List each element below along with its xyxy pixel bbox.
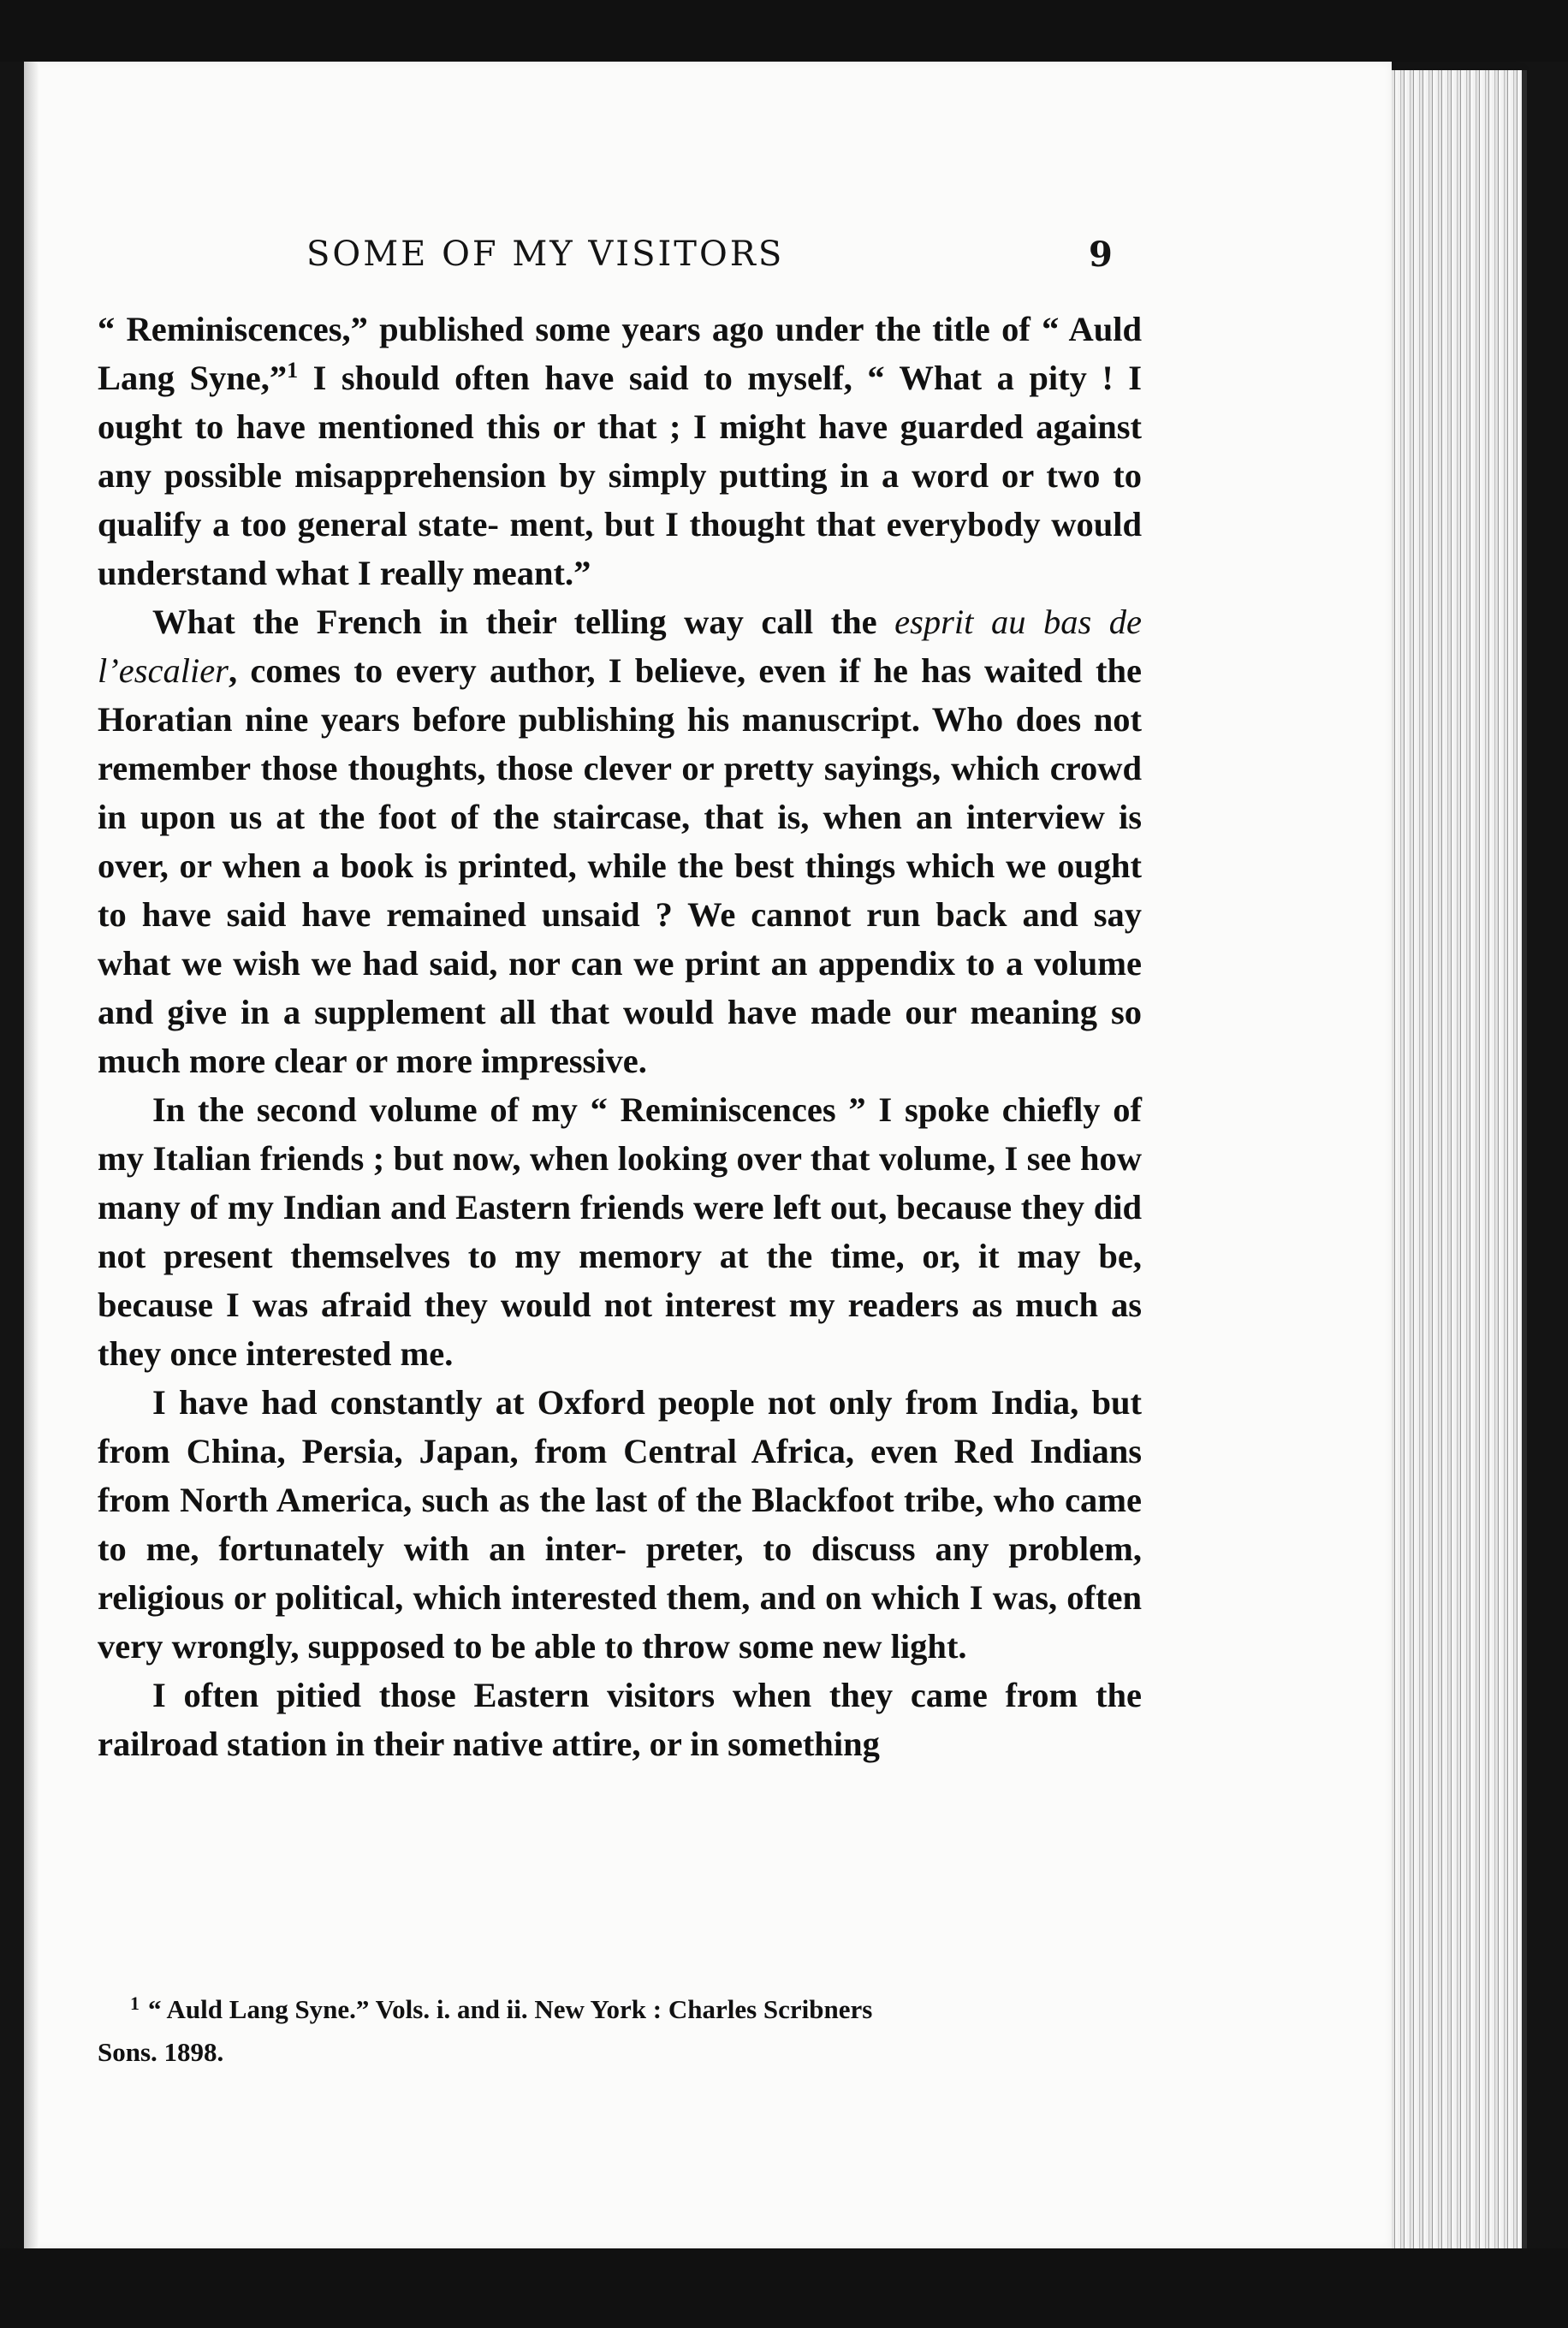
text-line: What the French in their telling way call the	[152, 603, 895, 641]
text-line: ment, but I thought that everybody would understand what I	[98, 505, 1142, 592]
paragraph-4	[98, 1378, 1142, 1671]
text-line: volume, I see how many of my Indian and Eastern friends	[98, 1139, 1142, 1226]
text-line: Who does not remember those thoughts, those clever or pretty	[98, 700, 1142, 787]
text-line: would not interest my readers as much as they once interested	[98, 1286, 1142, 1373]
footnote-mark: 1	[130, 1992, 140, 2014]
footnote-line: “ Auld Lang Syne.” Vols. i. and ii. New York : Charles Scribners	[148, 1994, 873, 2024]
spine-shadow	[24, 62, 39, 2248]
text-line: “ Reminiscences,” published some years ago under the title of	[98, 310, 1030, 348]
scanner-background-top	[0, 0, 1568, 62]
text-line: interested them, and on which I was, often very wrongly,	[98, 1578, 1142, 1666]
text-line: memory at the time, or, it may be, because I was afraid they	[98, 1237, 1142, 1324]
text-line: really meant.”	[379, 554, 591, 592]
text-line: I have had constantly at Oxford people not only from	[152, 1383, 978, 1422]
text-line: give in a supplement all that would have made our meaning so	[167, 993, 1142, 1031]
scanner-background-bottom	[0, 2248, 1568, 2328]
paragraph-1	[98, 305, 1142, 597]
text-line: preter, to discuss any problem, religious or political, which	[98, 1529, 1143, 1617]
paragraph-3	[98, 1085, 1142, 1378]
running-head	[24, 173, 1392, 275]
text-line: while the best things which we ought to have said have	[98, 846, 1143, 934]
text-line: I should often have said to myself,	[298, 359, 852, 397]
text-line: the Horatian nine years before publishing his manuscript.	[98, 651, 1142, 739]
text-line: even Red Indians from North America, such as the last of the	[98, 1432, 1143, 1519]
text-line: In the second volume of my “ Reminiscences ” I spoke	[152, 1090, 989, 1129]
text-line: simply putting in a word or two to qualify a too general state-	[98, 456, 1142, 543]
footnote	[98, 1982, 1142, 2074]
page-edges	[1369, 70, 1527, 2248]
text-line: might have guarded against any possible misapprehension by	[98, 407, 1142, 495]
text-line: Blackfoot tribe, who came to me, fortunately with an inter-	[98, 1481, 1143, 1568]
text-line: sayings, which crowd in upon us at the foot of the staircase,	[98, 749, 1142, 836]
body-text	[98, 305, 1142, 1768]
text-line: were left out, because they did not present themselves to my	[98, 1188, 1143, 1275]
text-line: India, but from China, Persia, Japan, from Central Africa,	[98, 1383, 1142, 1470]
footnote-reference: 1	[287, 358, 299, 383]
book-page	[24, 62, 1392, 2248]
page-number: 9	[1089, 235, 1113, 275]
text-line: “ Auld Lang Syne,”	[98, 310, 1142, 397]
paragraph-5	[98, 1671, 1142, 1768]
text-line: much more clear or more impressive.	[98, 1042, 647, 1080]
text-line: supposed to be able to throw some new light.	[307, 1627, 967, 1666]
text-line: , comes to every author, I believe, even if he has waited	[228, 651, 1083, 690]
paragraph-2	[98, 597, 1142, 1085]
text-line: chiefly of my Italian friends ; but now, when looking over that	[98, 1090, 1142, 1178]
running-title: SOME OF MY VISITORS	[306, 235, 785, 274]
text-line: the railroad station in their native attire, or in something	[98, 1676, 1143, 1763]
footnote-line: Sons. 1898.	[98, 2037, 224, 2067]
italic-phrase: esprit au bas de l’escalier	[98, 603, 1142, 690]
text-line: that is, when an interview is over, or when a book is printed,	[98, 798, 1143, 885]
text-line: remained unsaid ? We cannot run back and say what we wish	[98, 895, 1142, 983]
text-line: I often pitied those Eastern visitors when they came from	[152, 1676, 1078, 1714]
text-line: we had said, nor can we print an appendix to a volume and	[98, 944, 1142, 1031]
text-line: me.	[400, 1334, 454, 1373]
text-line: “ What a pity ! I ought to have mentioned this or that ; I	[98, 359, 1143, 446]
